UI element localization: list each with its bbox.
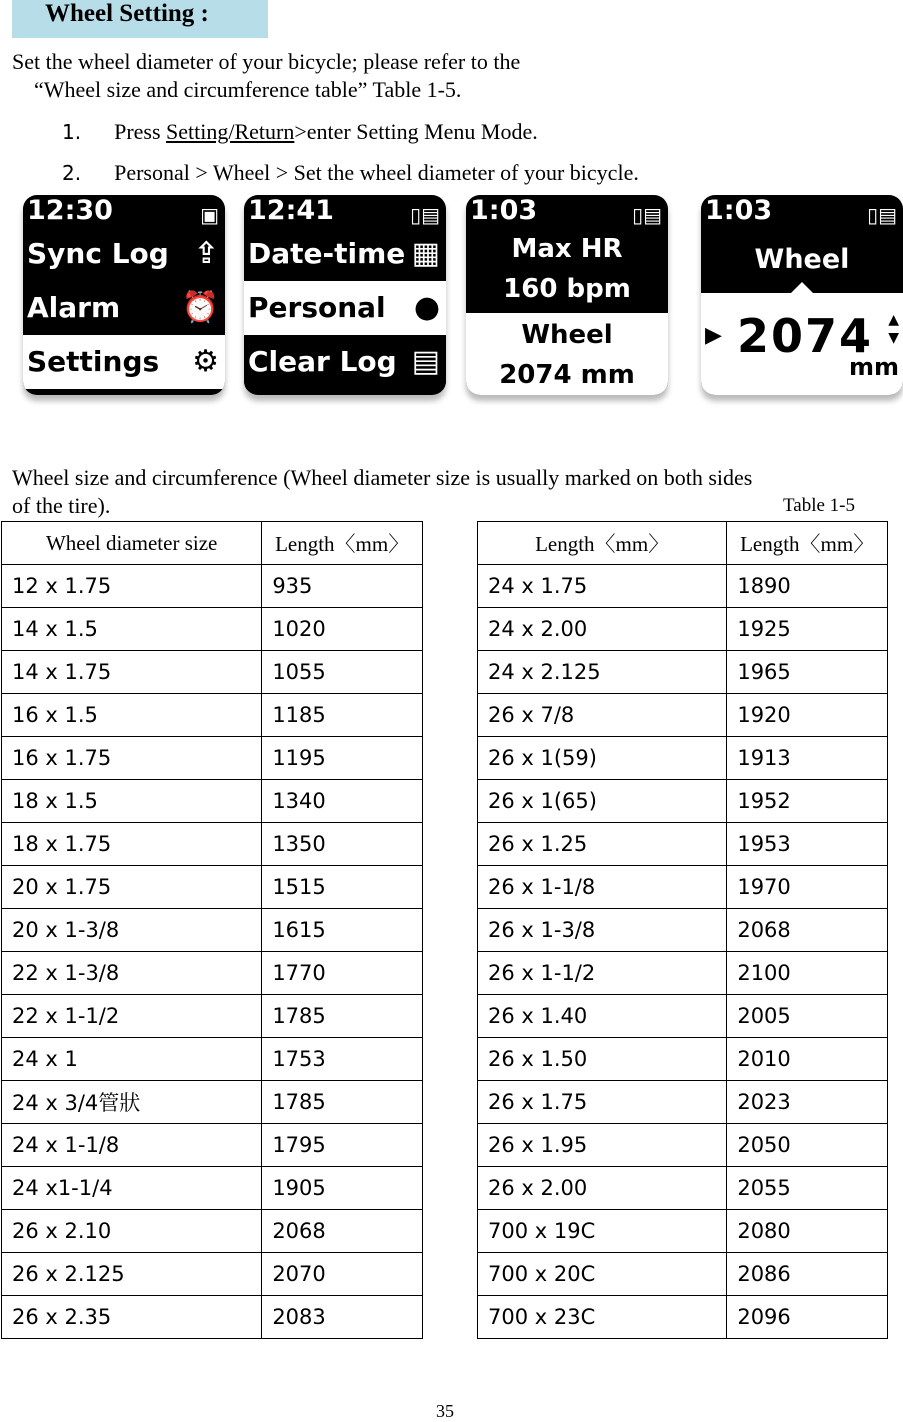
table-row: [478, 651, 888, 694]
menu-item-clear-log: [244, 335, 446, 389]
wheel-size-cell: 700 x 19C: [478, 1210, 727, 1253]
table-row: [478, 909, 888, 952]
wheel-size-table-left: [1, 521, 423, 1339]
menu-item-label: Personal: [248, 291, 386, 324]
cursor-arrow-icon: ▶: [705, 323, 722, 348]
step-2: [62, 160, 639, 186]
table-row: [478, 995, 888, 1038]
table-row: [2, 866, 423, 909]
length-cell: 1920: [727, 694, 888, 737]
wheel-value-editor: [701, 293, 903, 395]
table-row: [2, 1210, 423, 1253]
wheel-size-cell: 26 x 1.25: [478, 823, 727, 866]
calendar-clock-icon: ▦: [411, 236, 440, 271]
menu-item-label: Alarm: [27, 291, 121, 324]
wheel-size-cell: 18 x 1.5: [2, 780, 262, 823]
wheel-size-cell: 26 x 1.75: [478, 1081, 727, 1124]
status-bar: [466, 195, 668, 227]
table-row: [2, 1253, 423, 1296]
device-screen-wheel-edit: [701, 195, 903, 395]
length-cell: 1952: [727, 780, 888, 823]
length-cell: 1615: [262, 909, 423, 952]
table-row: [478, 1081, 888, 1124]
gear-icon: ⚙: [192, 344, 219, 379]
wheel-size-cell: 26 x 1-1/8: [478, 866, 727, 909]
length-cell: 1055: [262, 651, 423, 694]
length-cell: 1970: [727, 866, 888, 909]
wheel-size-cell: 26 x 1.50: [478, 1038, 727, 1081]
caption-line-1: Wheel size and circumference (Wheel diameter size is usually marked on both sides: [12, 465, 753, 490]
length-cell: 1753: [262, 1038, 423, 1081]
phone-status-icon: ▯▤: [632, 203, 662, 227]
length-cell: 2005: [727, 995, 888, 1038]
wheel-size-cell: 700 x 23C: [478, 1296, 727, 1339]
wheel-size-cell: 26 x 1-3/8: [478, 909, 727, 952]
wheel-size-cell: 26 x 7/8: [478, 694, 727, 737]
table-header-row: [478, 522, 888, 565]
length-cell: 1913: [727, 737, 888, 780]
max-hr-label: Max HR: [511, 234, 623, 264]
length-cell: 1515: [262, 866, 423, 909]
step-text: Personal > Wheel > Set the wheel diameter of your bicycle.: [114, 160, 639, 185]
length-cell: 1350: [262, 823, 423, 866]
menu-item-label: Settings: [27, 345, 160, 378]
alarm-clock-icon: ⏰: [181, 290, 219, 325]
menu-item-personal: [244, 281, 446, 335]
wheel-size-cell: 26 x 1.95: [478, 1124, 727, 1167]
wheel-size-cell: 26 x 1.40: [478, 995, 727, 1038]
wheel-size-cell: 24 x1-1/4: [2, 1167, 262, 1210]
table-header-row: [2, 522, 423, 565]
col-header: Length〈mm〉: [262, 522, 423, 565]
wheel-size-cell: 16 x 1.75: [2, 737, 262, 780]
step-number: 2.: [62, 161, 82, 185]
unit-label: mm: [848, 353, 899, 381]
wheel-label: Wheel: [521, 320, 613, 350]
wheel-size-cell: 14 x 1.5: [2, 608, 262, 651]
clock-time: 12:30: [27, 195, 113, 226]
col-header: Wheel diameter size: [2, 522, 262, 565]
table-row: [478, 866, 888, 909]
status-bar: [23, 195, 225, 227]
clock-time: 12:41: [248, 195, 334, 226]
wheel-size-cell: 16 x 1.5: [2, 694, 262, 737]
table-row: [2, 1167, 423, 1210]
wheel-size-cell: 24 x 1-1/8: [2, 1124, 262, 1167]
wheel-size-cell: 22 x 1-1/2: [2, 995, 262, 1038]
wheel-size-table-right: [477, 521, 888, 1339]
intro-line-1: Set the wheel diameter of your bicycle; please refer to the: [12, 49, 521, 74]
table-row: [2, 780, 423, 823]
table-label: Table 1-5: [783, 495, 856, 516]
table-row: [2, 1081, 423, 1124]
col-header: Length〈mm〉: [478, 522, 727, 565]
menu-item-date-time: [244, 227, 446, 281]
wheel-size-cell: 14 x 1.75: [2, 651, 262, 694]
wheel-size-cell: 18 x 1.75: [2, 823, 262, 866]
table-row: [478, 608, 888, 651]
length-cell: 1185: [262, 694, 423, 737]
setting-return-link[interactable]: Setting/Return: [166, 119, 295, 144]
table-row: [478, 1296, 888, 1339]
wheel-size-cell: 12 x 1.75: [2, 565, 262, 608]
max-hr-value: 160 bpm: [503, 274, 631, 304]
sync-status-icon: ▣: [200, 203, 219, 227]
table-row: [478, 1167, 888, 1210]
length-cell: 2023: [727, 1081, 888, 1124]
section-title: Wheel Setting :: [12, 0, 268, 38]
step-number: 1.: [62, 120, 82, 144]
length-cell: 2083: [262, 1296, 423, 1339]
wheel-size-cell: 26 x 2.35: [2, 1296, 262, 1339]
step-1: [62, 119, 538, 145]
status-bar: [701, 195, 903, 227]
length-cell: 1925: [727, 608, 888, 651]
wheel-diameter-value: 2074: [737, 309, 874, 363]
wheel-block: [466, 313, 668, 395]
length-cell: 1020: [262, 608, 423, 651]
wheel-size-cell: 20 x 1.75: [2, 866, 262, 909]
table-row: [2, 737, 423, 780]
person-icon: ●: [413, 290, 440, 325]
pointer-triangle: [791, 282, 813, 293]
table-row: [478, 1038, 888, 1081]
table-row: [2, 1124, 423, 1167]
phone-status-icon: ▯▤: [867, 203, 897, 227]
menu-item-sync-log: [23, 227, 225, 281]
upload-icon: ⇪: [193, 236, 219, 271]
length-cell: 2068: [262, 1210, 423, 1253]
wheel-size-cell: 20 x 1-3/8: [2, 909, 262, 952]
length-cell: 1785: [262, 995, 423, 1038]
menu-item-alarm: [23, 281, 225, 335]
table-row: [478, 1124, 888, 1167]
table-row: [2, 694, 423, 737]
length-cell: 1340: [262, 780, 423, 823]
table-row: [2, 1296, 423, 1339]
wheel-size-cell: 24 x 1: [2, 1038, 262, 1081]
length-cell: 2096: [727, 1296, 888, 1339]
menu-item-label: Date-time: [248, 237, 406, 270]
table-row: [478, 737, 888, 780]
intro-line-2: “Wheel size and circumference table” Table 1-5.: [34, 77, 462, 102]
wheel-size-cell: 24 x 3/4管狀: [2, 1081, 262, 1124]
table-row: [2, 909, 423, 952]
length-cell: 2068: [727, 909, 888, 952]
length-cell: 1195: [262, 737, 423, 780]
table-row: [478, 780, 888, 823]
up-down-arrows-icon: ▲ ▼: [888, 312, 899, 346]
table-row: [478, 1210, 888, 1253]
wheel-size-cell: 26 x 1(65): [478, 780, 727, 823]
clock-time: 1:03: [470, 195, 538, 226]
table-row: [478, 1253, 888, 1296]
table-row: [2, 1038, 423, 1081]
status-bar: [244, 195, 446, 227]
wheel-size-cell: 26 x 1(59): [478, 737, 727, 780]
clock-time: 1:03: [705, 195, 773, 226]
wheel-title: Wheel: [754, 244, 850, 275]
length-cell: 2010: [727, 1038, 888, 1081]
length-cell: 2080: [727, 1210, 888, 1253]
phone-status-icon: ▯▤: [410, 203, 440, 227]
length-cell: 1953: [727, 823, 888, 866]
wheel-value: 2074 mm: [499, 360, 635, 390]
table-row: [478, 952, 888, 995]
wheel-size-cell: 24 x 1.75: [478, 565, 727, 608]
caption-line-2: of the tire).: [12, 493, 111, 518]
wheel-size-cell: 26 x 2.125: [2, 1253, 262, 1296]
length-cell: 1965: [727, 651, 888, 694]
length-cell: 2070: [262, 1253, 423, 1296]
step-text-pre: Press: [114, 119, 167, 144]
length-cell: 1770: [262, 952, 423, 995]
table-row: [2, 565, 423, 608]
wheel-size-cell: 24 x 2.00: [478, 608, 727, 651]
length-cell: 1795: [262, 1124, 423, 1167]
step-text-post: >enter Setting Menu Mode.: [294, 119, 538, 144]
wheel-size-cell: 22 x 1-3/8: [2, 952, 262, 995]
page-number: 35: [436, 1401, 454, 1421]
length-cell: 2050: [727, 1124, 888, 1167]
length-cell: 1785: [262, 1081, 423, 1124]
wheel-size-cell: 26 x 2.00: [478, 1167, 727, 1210]
length-cell: 1890: [727, 565, 888, 608]
menu-item-label: Sync Log: [27, 237, 169, 270]
table-row: [2, 651, 423, 694]
length-cell: 2055: [727, 1167, 888, 1210]
table-row: [478, 565, 888, 608]
wheel-size-cell: 26 x 1-1/2: [478, 952, 727, 995]
length-cell: 2086: [727, 1253, 888, 1296]
col-header: Length〈mm〉: [727, 522, 888, 565]
table-row: [2, 995, 423, 1038]
wheel-header: [701, 227, 903, 293]
device-screen-settings-menu: [244, 195, 446, 395]
wheel-size-cell: 24 x 2.125: [478, 651, 727, 694]
table-row: [478, 823, 888, 866]
table-row: [2, 823, 423, 866]
max-hr-block: [466, 227, 668, 313]
length-cell: 935: [262, 565, 423, 608]
wheel-size-cell: 26 x 2.10: [2, 1210, 262, 1253]
table-row: [2, 608, 423, 651]
length-cell: 2100: [727, 952, 888, 995]
menu-item-label: Clear Log: [248, 345, 397, 378]
device-screen-main-menu: [23, 195, 225, 395]
clear-log-icon: ▤: [411, 344, 440, 379]
wheel-size-cell: 700 x 20C: [478, 1253, 727, 1296]
device-screen-personal: [466, 195, 668, 395]
length-cell: 1905: [262, 1167, 423, 1210]
menu-item-settings: [23, 335, 225, 389]
table-row: [2, 952, 423, 995]
table-row: [478, 694, 888, 737]
